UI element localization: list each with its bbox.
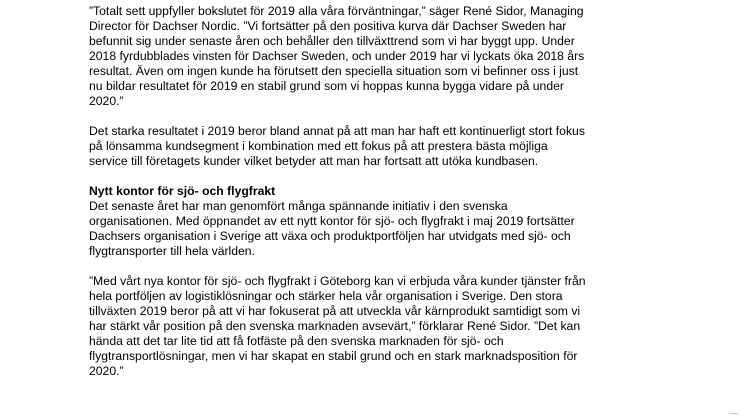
text-line: 2020.” bbox=[89, 94, 124, 108]
text-line: tillväxten 2019 beror på att vi har fokuserat på att utveckla vår kärnprodukt samtidigt som vi bbox=[89, 304, 581, 318]
text-line: flygtransporter till hela världen. bbox=[89, 244, 255, 258]
text-line: befunnit sig under senaste åren och behåller den tillväxttrend som vi har byggt upp. Under bbox=[89, 34, 575, 48]
paragraph-strong-result bbox=[89, 124, 729, 169]
text-line: hela portföljen av logistiklösningar och stärker hela vår organisation i Sverige. Den stora bbox=[89, 289, 563, 303]
document-page bbox=[89, 0, 729, 394]
text-line: Director för Dachser Nordic. ”Vi fortsätter på den positiva kurva där Dachser Sweden har bbox=[89, 19, 567, 33]
paragraph-quote-gothenburg bbox=[89, 274, 729, 379]
text-line: hända att det tar lite tid att få fotfäste på den svenska marknaden för sjö- och bbox=[89, 334, 504, 348]
text-line: 2018 fyrdubblades vinsten för Dachser Sweden, och under 2019 har vi lyckats öka 2018 års bbox=[89, 49, 585, 63]
text-line: organisationen. Med öppnandet av ett nytt kontor för sjö- och flygfrakt i maj 2019 fortsätter bbox=[89, 214, 575, 228]
text-line: Det starka resultatet i 2019 beror bland annat på att man har haft ett kontinuerligt stort fokus bbox=[89, 124, 585, 138]
page-corner-mark bbox=[730, 413, 738, 417]
text-line: nu bildar resultatet för 2019 en stabil grund som vi hoppas kunna bygga vidare på under bbox=[89, 79, 564, 93]
text-line: har stärkt vår position på den svenska marknaden avsevärt,” förklarar René Sidor. ”Det kan bbox=[89, 319, 581, 333]
text-line: flygtransportlösningar, men vi har skapat en stabil grund och en stark marknadsposition för bbox=[89, 349, 578, 363]
text-line: service till företagets kunder vilket betyder att man har fortsatt att utöka kundbasen. bbox=[89, 154, 539, 168]
text-line: resultat. Även om ingen kunde ha förutsett den speciella situation som vi befinner oss i just bbox=[89, 64, 579, 78]
text-line: 2020.” bbox=[89, 364, 124, 378]
text-line: Dachsers organisation i Sverige att växa och produktportföljen har utvidgats med sjö- och bbox=[89, 229, 571, 243]
text-line: ”Med vårt nya kontor för sjö- och flygfrakt i Göteborg kan vi erbjuda våra kunder tjänster från bbox=[89, 274, 586, 288]
text-line: ”Totalt sett uppfyller bokslutet för 2019 alla våra förväntningar,” säger René Sidor, Managing bbox=[89, 4, 584, 18]
paragraph-quote-results bbox=[89, 4, 729, 109]
text-line: Det senaste året har man genomfört många spännande initiativ i den svenska bbox=[89, 199, 508, 213]
paragraph-new-office bbox=[89, 199, 729, 259]
section-heading: Nytt kontor för sjö- och flygfrakt bbox=[89, 184, 276, 198]
text-line: på lönsamma kundsegment i kombination med ett fokus på att prestera bästa möjliga bbox=[89, 139, 548, 153]
